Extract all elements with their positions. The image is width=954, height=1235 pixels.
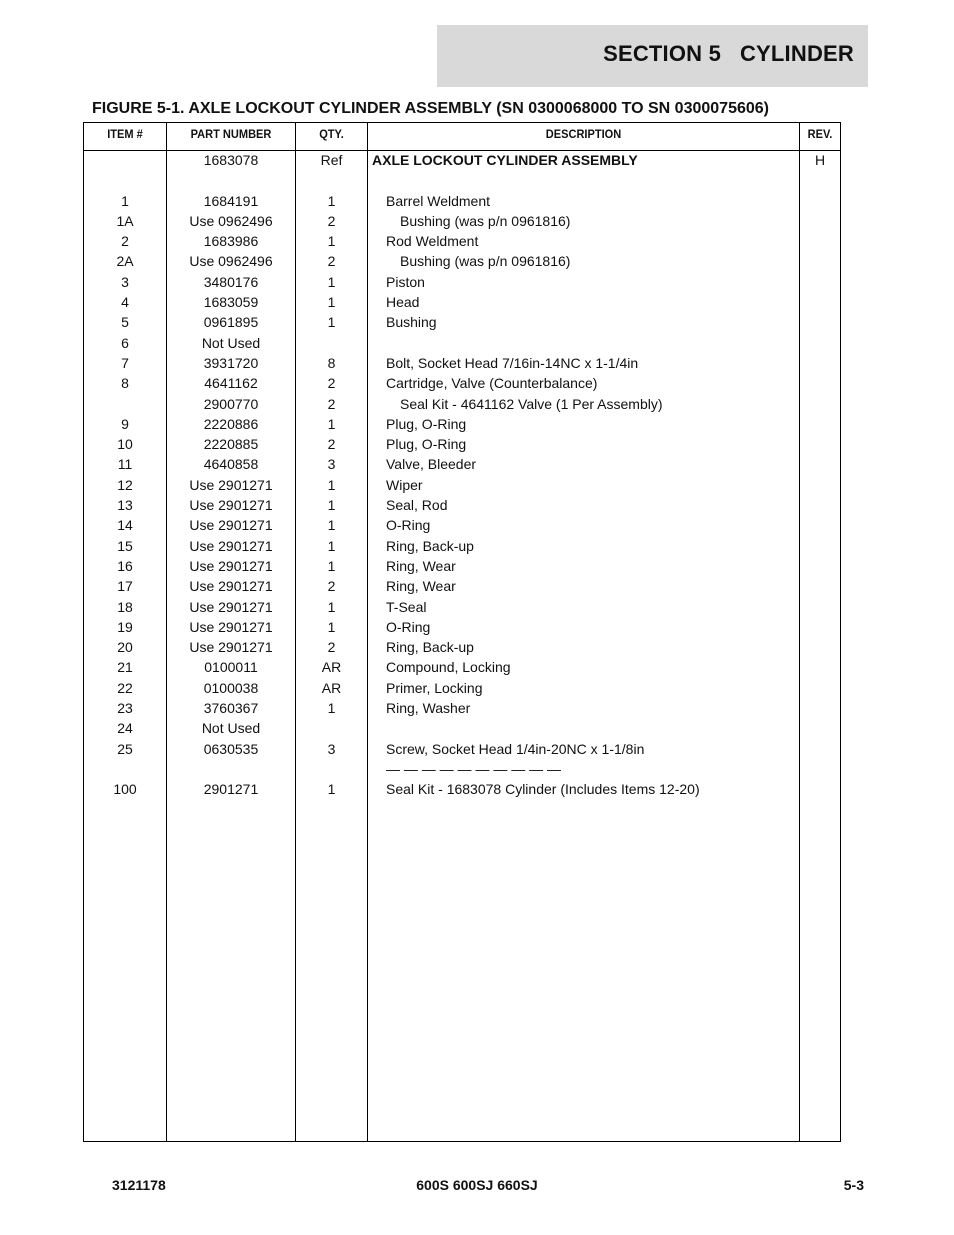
quantity: 2 [327, 639, 336, 656]
table-row [84, 698, 840, 718]
quantity: 8 [327, 354, 336, 371]
table-row [84, 657, 840, 677]
quantity: 1 [327, 700, 336, 717]
footer-doc-number: 3121178 [112, 1177, 166, 1193]
quantity: 1 [327, 557, 336, 574]
part-number: Use 2901271 [189, 557, 273, 574]
item-number: 4 [121, 294, 129, 311]
quantity: AR [321, 679, 342, 696]
part-number: 2220886 [203, 415, 259, 432]
quantity: 1 [327, 517, 336, 534]
table-row [84, 373, 840, 393]
description: Seal Kit - 1683078 Cylinder (Includes Items 12-20) [386, 781, 700, 798]
quantity: 3 [327, 456, 336, 473]
quantity: 2 [327, 375, 336, 392]
table-row [84, 333, 840, 353]
header-part-number: PART NUMBER [190, 127, 272, 141]
part-number: Use 2901271 [189, 517, 273, 534]
description: Head [386, 294, 420, 311]
item-number: 23 [117, 700, 133, 717]
item-number: 14 [117, 517, 133, 534]
item-number: 19 [117, 618, 133, 635]
table-row [84, 191, 840, 211]
footer-page-number: 5-3 [843, 1177, 864, 1193]
table-row [84, 678, 840, 698]
footer-models: 600S 600SJ 660SJ [416, 1177, 538, 1193]
description: Seal Kit - 4641162 Valve (1 Per Assembly) [400, 395, 663, 412]
item-number: 6 [121, 334, 129, 351]
part-number: 1684191 [203, 192, 259, 209]
quantity: 2 [327, 578, 336, 595]
description: Barrel Weldment [386, 192, 491, 209]
item-number: 1A [116, 212, 134, 229]
item-number: 20 [117, 639, 133, 656]
table-row [84, 515, 840, 535]
table-row [84, 597, 840, 617]
description: Bushing [386, 314, 437, 331]
part-number: Use 2901271 [189, 618, 273, 635]
item-number: 13 [117, 497, 133, 514]
item-number: 9 [121, 415, 129, 432]
description: AXLE LOCKOUT CYLINDER ASSEMBLY [372, 152, 638, 168]
part-number: 0961895 [203, 314, 259, 331]
quantity: 1 [327, 233, 336, 250]
part-number: Use 2901271 [189, 639, 273, 656]
part-number: 2220885 [203, 436, 259, 453]
quantity: 1 [327, 598, 336, 615]
part-number: 0100011 [204, 659, 258, 676]
parts-table [83, 122, 841, 1142]
part-number: 4641162 [204, 375, 258, 392]
table-row [84, 637, 840, 657]
table-row [84, 779, 840, 799]
figure-title: FIGURE 5-1. AXLE LOCKOUT CYLINDER ASSEMBLY (SN 0300068000 TO SN 0300075606) [92, 100, 769, 117]
description: Bushing (was p/n 0961816) [400, 253, 571, 270]
description: O-Ring [386, 517, 431, 534]
item-number: 5 [121, 314, 129, 331]
item-number: 24 [117, 720, 133, 737]
part-number: Use 2901271 [189, 476, 273, 493]
revision: H [814, 152, 826, 168]
item-number: 2 [121, 233, 129, 250]
table-row [84, 454, 840, 474]
item-number: 2A [116, 253, 134, 270]
part-number: 3931720 [203, 354, 259, 371]
description: Wiper [386, 476, 423, 493]
quantity: 1 [327, 618, 336, 635]
description: Ring, Back-up [386, 537, 474, 554]
quantity: 1 [327, 476, 336, 493]
item-number: 100 [113, 781, 137, 798]
section-banner [437, 25, 868, 87]
part-number: Use 0962496 [189, 253, 273, 270]
table-row [84, 495, 840, 515]
table-header [84, 123, 840, 151]
quantity: Ref [320, 152, 343, 168]
quantity: 1 [327, 294, 336, 311]
item-number: 22 [117, 679, 133, 696]
item-number: 11 [117, 456, 133, 473]
part-number: 3480176 [203, 273, 259, 290]
part-number: 4640858 [203, 456, 259, 473]
description: Ring, Back-up [386, 639, 474, 656]
table-row [84, 211, 840, 231]
item-number: 12 [117, 476, 133, 493]
item-number: 1 [121, 192, 129, 209]
part-number: 2900770 [203, 395, 259, 412]
quantity: 2 [327, 253, 336, 270]
part-number: 0630535 [203, 740, 259, 757]
description: Valve, Bleeder [386, 456, 477, 473]
quantity: 1 [327, 537, 336, 554]
quantity: 2 [327, 395, 336, 412]
quantity: 1 [327, 314, 336, 331]
part-number: Use 0962496 [189, 212, 273, 229]
table-row [84, 759, 840, 779]
item-number: 10 [117, 436, 133, 453]
table-row [84, 292, 840, 312]
part-number: 1683078 [203, 152, 259, 168]
description: Plug, O-Ring [386, 436, 467, 453]
item-number: 7 [121, 354, 129, 371]
item-number: 16 [117, 557, 133, 574]
header-description: DESCRIPTION [545, 127, 622, 141]
table-row [84, 475, 840, 495]
quantity: 1 [327, 192, 336, 209]
description: Plug, O-Ring [386, 415, 467, 432]
part-number: 2901271 [203, 781, 259, 798]
item-number: 3 [121, 273, 129, 290]
table-row [84, 312, 840, 332]
table-row [84, 718, 840, 738]
table-row [84, 434, 840, 454]
part-number: Use 2901271 [189, 598, 273, 615]
part-number: Use 2901271 [189, 497, 273, 514]
table-row [84, 617, 840, 637]
part-number: 0100038 [203, 679, 259, 696]
part-number: 1683059 [203, 294, 259, 311]
table-body [84, 150, 840, 800]
quantity: 2 [327, 436, 336, 453]
table-row [84, 150, 840, 170]
quantity: 3 [327, 740, 336, 757]
description: T-Seal [386, 598, 427, 615]
description: Seal, Rod [386, 497, 448, 514]
header-item: ITEM # [107, 127, 143, 141]
quantity: AR [321, 659, 342, 676]
quantity: 2 [327, 212, 336, 229]
header-rev: REV. [807, 127, 833, 141]
quantity: 1 [327, 273, 336, 290]
description: Piston [386, 273, 425, 290]
table-row [84, 556, 840, 576]
table-row [84, 536, 840, 556]
quantity: 1 [327, 781, 336, 798]
description: Compound, Locking [386, 659, 511, 676]
table-row [84, 170, 840, 190]
description: Screw, Socket Head 1/4in-20NC x 1-1/8in [386, 740, 645, 757]
part-number: 3760367 [203, 700, 259, 717]
item-number: 17 [117, 578, 133, 595]
part-number: Not Used [201, 334, 261, 351]
item-number: 18 [117, 598, 133, 615]
table-row [84, 394, 840, 414]
quantity: 1 [327, 415, 336, 432]
description: Ring, Washer [386, 700, 471, 717]
table-row [84, 272, 840, 292]
item-number: 21 [117, 659, 133, 676]
description: Bolt, Socket Head 7/16in-14NC x 1-1/4in [386, 354, 639, 371]
table-row [84, 414, 840, 434]
description: Cartridge, Valve (Counterbalance) [386, 375, 598, 392]
part-number: Not Used [201, 720, 261, 737]
description: Bushing (was p/n 0961816) [400, 212, 571, 229]
item-number: 25 [117, 740, 133, 757]
part-number: Use 2901271 [189, 578, 273, 595]
quantity: 1 [327, 497, 336, 514]
part-number: Use 2901271 [189, 537, 273, 554]
description: O-Ring [386, 618, 431, 635]
item-number: 15 [117, 537, 133, 554]
table-row [84, 576, 840, 596]
description: Primer, Locking [386, 679, 483, 696]
section-title: SECTION 5 CYLINDER [603, 41, 854, 66]
table-row [84, 739, 840, 759]
description: Rod Weldment [386, 233, 479, 250]
header-qty: QTY. [319, 127, 344, 141]
description: Ring, Wear [386, 557, 456, 574]
description: Ring, Wear [386, 578, 456, 595]
table-row [84, 353, 840, 373]
table-row [84, 231, 840, 251]
description: — — — — — — — — — — [386, 760, 562, 777]
item-number: 8 [121, 375, 129, 392]
table-row [84, 251, 840, 271]
part-number: 1683986 [203, 233, 259, 250]
